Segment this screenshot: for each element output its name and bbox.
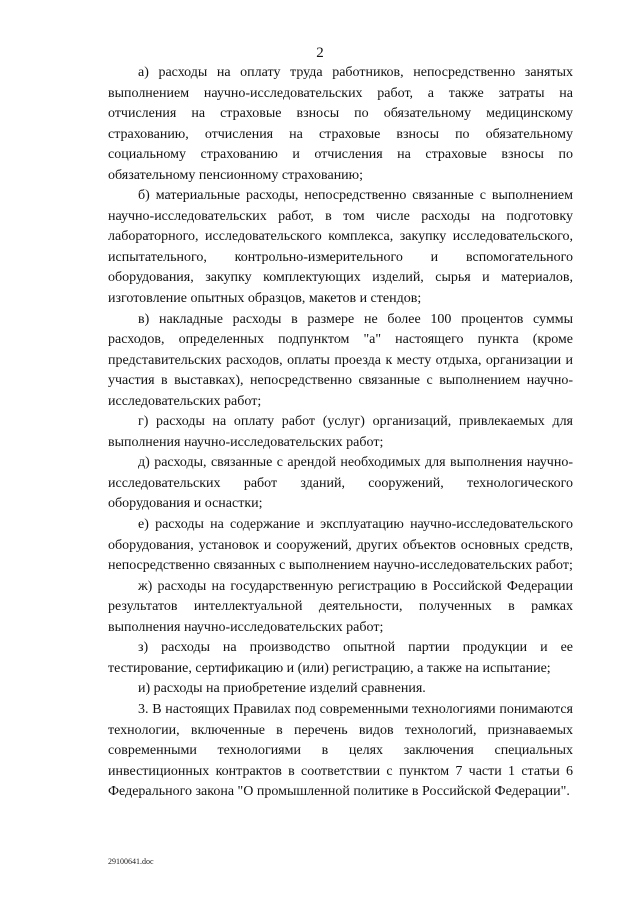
file-reference: 29100641.doc — [108, 857, 154, 866]
paragraph-g: г) расходы на оплату работ (услуг) организаций, привлекаемых для выполнения научно-исследовательских работ; — [108, 414, 573, 450]
document-body — [108, 63, 573, 803]
paragraph-b: б) материальные расходы, непосредственно связанные с выполнением научно-исследовательских работ, в том числе расходы на подготовку лабораторного, исследовательского комплекса, закупку исследовательского, испытательного, контрольно-измерительного и вспомогательного оборудования, закупку комплектующих изделий, сырья и материалов, изготовление опытных образцов, макетов и стендов; — [108, 188, 573, 307]
paragraph-3: 3. В настоящих Правилах под современными технологиями понимаются технологии, включенные в перечень видов технологий, признаваемых современными технологиями в целях заключения специальных инвестиционных контрактов в соответствии с пунктом 7 части 1 статьи 6 Федерального закона "О промышленной политике в Российской Федерации". — [108, 701, 573, 800]
paragraph-zh: ж) расходы на государственную регистрацию в Российской Федерации результатов интеллектуальной деятельности, полученных в рамках выполнения научно-исследовательских работ; — [108, 578, 573, 635]
paragraph-v: в) накладные расходы в размере не более 100 процентов суммы расходов, определенных подпунктом "а" настоящего пункта (кроме представительских расходов, оплаты проезда к месту отдыха, организации и участия в выставках), непосредственно связанные с выполнением научно-исследовательских работ; — [108, 311, 573, 409]
paragraph-d: д) расходы, связанные с арендой необходимых для выполнения научно-исследовательских работ зданий, сооружений, технологического оборудования и оснастки; — [108, 455, 573, 512]
paragraph-a: а) расходы на оплату труда работников, непосредственно занятых выполнением научно-исследовательских работ, а также затраты на отчисления на страховые взносы по обязательному медицинскому страхованию, отчисления на страховые взносы по обязательному социальному страхованию и отчисления на страховые взносы по обязательному пенсионному страхованию; — [108, 65, 573, 183]
page-number: 2 — [316, 45, 324, 61]
paragraph-z: з) расходы на производство опытной партии продукции и ее тестирование, сертификацию и (или) регистрацию, а также на испытание; — [108, 640, 573, 676]
paragraph-i: и) расходы на приобретение изделий сравнения. — [138, 681, 426, 697]
paragraph-e: е) расходы на содержание и эксплуатацию научно-исследовательского оборудования, установок и сооружений, других объектов основных средств, непосредственно связанных с выполнением научно-исследовательских работ; — [108, 517, 573, 574]
